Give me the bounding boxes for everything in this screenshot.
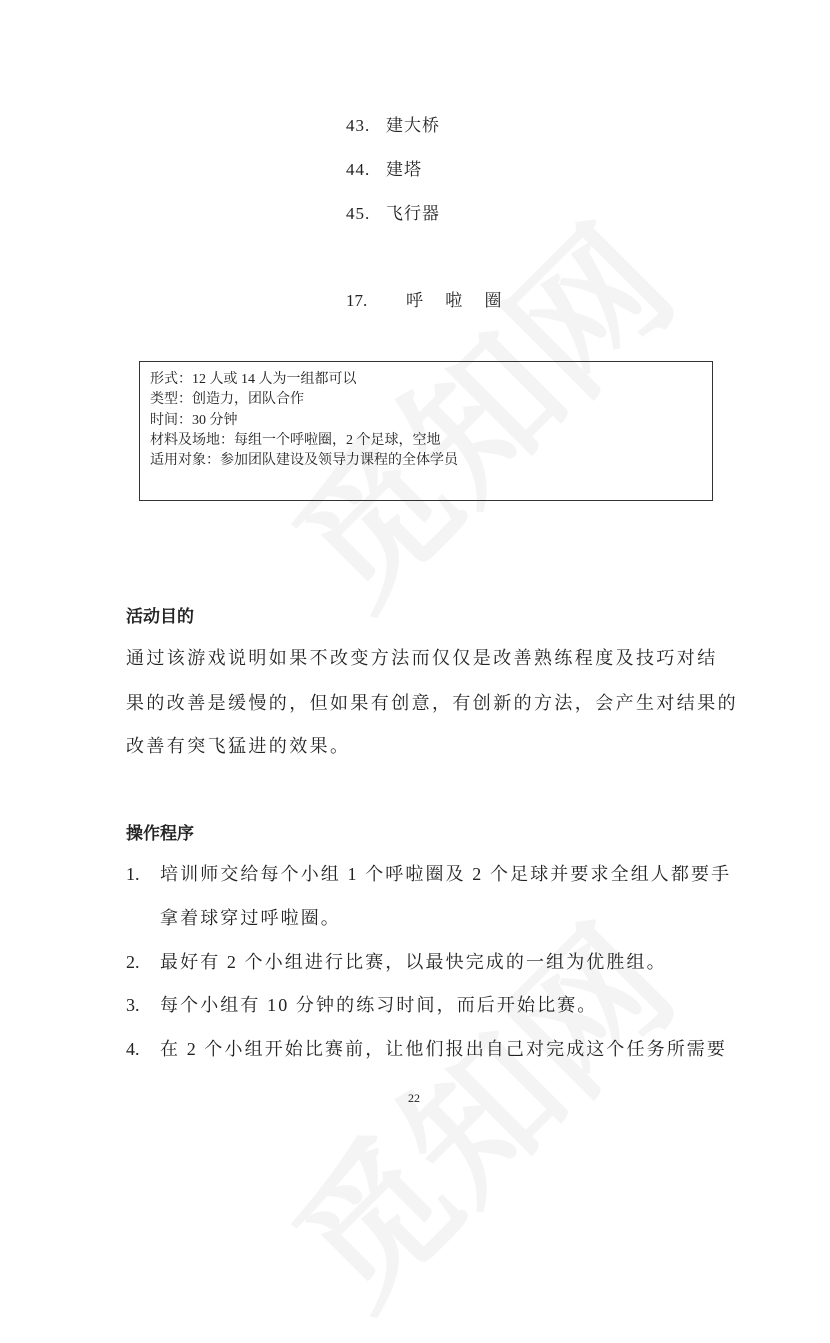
section-num: 17. bbox=[346, 291, 368, 310]
section-title bbox=[346, 286, 511, 311]
section-title-text: 呼 啦 圈 bbox=[406, 291, 511, 310]
toc-label: 飞行器 bbox=[386, 204, 440, 223]
watermark bbox=[240, 873, 711, 1343]
toc-label: 建塔 bbox=[386, 160, 422, 179]
item-text: 培训师交给每个小组 1 个呼啦圈及 2 个足球并要求全组人都要手 bbox=[160, 864, 732, 884]
purpose-line: 改善有突飞猛进的效果。 bbox=[126, 736, 351, 756]
info-format: 形式：12 人或 14 人为一组都可以 bbox=[150, 372, 357, 387]
item-text: 拿着球穿过呼啦圈。 bbox=[160, 908, 341, 928]
item-num: 1. bbox=[126, 864, 140, 884]
procedure-item bbox=[126, 948, 667, 974]
item-num: 2. bbox=[126, 952, 140, 972]
purpose-heading: 活动目的 bbox=[126, 607, 194, 627]
item-text: 每个小组有 10 分钟的练习时间，而后开始比赛。 bbox=[160, 995, 598, 1015]
info-box bbox=[139, 361, 713, 501]
page-number: 22 bbox=[408, 1091, 420, 1105]
info-materials: 材料及场地：每组一个呼啦圈，2 个足球，空地 bbox=[150, 432, 441, 448]
item-num: 3. bbox=[126, 995, 140, 1015]
procedure-item bbox=[126, 991, 597, 1017]
purpose-line: 通过该游戏说明如果不改变方法而仅仅是改善熟练程度及技巧对结 bbox=[126, 648, 718, 668]
item-text: 在 2 个小组开始比赛前，让他们报出自己对完成这个任务所需要 bbox=[160, 1039, 727, 1059]
toc-num: 43. bbox=[346, 116, 371, 135]
info-audience: 适用对象：参加团队建设及领导力课程的全体学员 bbox=[150, 453, 458, 469]
procedure-item bbox=[126, 1035, 727, 1061]
toc-item bbox=[346, 199, 440, 224]
info-time: 时间：30 分钟 bbox=[150, 412, 238, 428]
purpose-line: 果的改善是缓慢的，但如果有创意，有创新的方法，会产生对结果的 bbox=[126, 693, 738, 713]
toc-num: 45. bbox=[346, 204, 371, 223]
info-type: 类型：创造力，团队合作 bbox=[150, 392, 304, 408]
toc-num: 44. bbox=[346, 160, 371, 179]
item-text: 最好有 2 个小组进行比赛，以最快完成的一组为优胜组。 bbox=[160, 952, 667, 972]
procedure-item bbox=[126, 860, 731, 886]
toc-label: 建大桥 bbox=[386, 116, 440, 135]
toc-item bbox=[346, 111, 440, 136]
procedure-heading: 操作程序 bbox=[126, 824, 194, 844]
item-num: 4. bbox=[126, 1039, 140, 1059]
toc-item bbox=[346, 155, 422, 180]
